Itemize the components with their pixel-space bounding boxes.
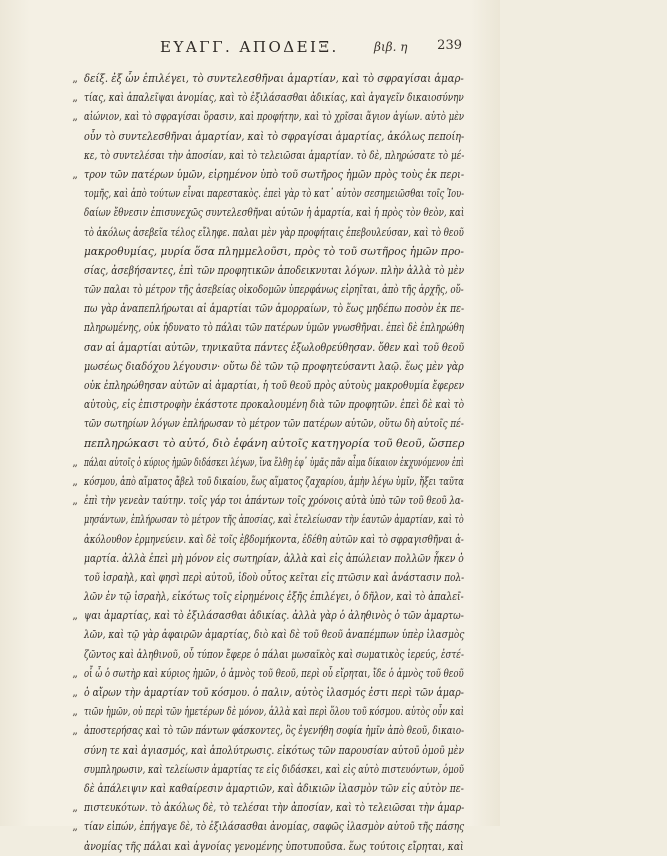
text-line bbox=[84, 376, 464, 395]
text-line bbox=[84, 318, 464, 337]
line-text: σύνη τε καὶ ἁγιασμός, καὶ ἀπολύτρωσις. εἰκότως τῶν παρουσίαν αὐτοῦ ὁμοῦ μὲν bbox=[84, 742, 464, 757]
text-line bbox=[84, 568, 464, 587]
text-line bbox=[72, 107, 465, 126]
text-line bbox=[84, 587, 464, 606]
text-line bbox=[72, 817, 465, 836]
text-line bbox=[72, 721, 465, 740]
text-line bbox=[84, 184, 464, 203]
text-line bbox=[84, 779, 464, 798]
line-text: μακροθυμίας, μυρία ὅσα πλημμελοῦσι, πρὸς τὸ τοῦ σωτῆρος ἡμῶν προ- bbox=[84, 243, 464, 258]
line-text: αἰώνιον, καὶ τὸ σφραγίσαι ὅρασιν, καὶ προφήτην, καὶ τὸ χρῖσαι ἅγιον ἁγίων. αὐτὸ μὲν bbox=[84, 109, 465, 124]
quotation-margin-mark: „ bbox=[72, 666, 78, 680]
quotation-margin-mark: „ bbox=[72, 705, 78, 719]
text-line bbox=[84, 261, 464, 280]
text-line bbox=[84, 510, 464, 529]
line-text: σίας, ἀσεβήσαντες, ἐπὶ τῶν προφητικῶν ἀποδεικνυται λόγων. πλὴν ἀλλὰ τὸ μὲν bbox=[84, 262, 465, 277]
quotation-margin-mark: „ bbox=[72, 455, 78, 469]
line-text: τρον τῶν πατέρων ὑμῶν, εἰρημένον ὑπὸ τοῦ σωτῆρος ἡμῶν πρὸς τοὺς ἐκ περι- bbox=[84, 166, 465, 181]
line-text: ἐπὶ τὴν γενεὰν ταύτην. τοῖς γάρ τοι ἁπάντων τοῖς χρόνοις αὐτὰ ὑπὸ τῶν τοῦ θεοῦ λα- bbox=[84, 493, 464, 508]
line-text: δὲ ἀπάλειψιν καὶ καθαίρεσιν ἁμαρτιῶν, καὶ ἀδικιῶν ἱλασμὸν τῶν εἰς αὐτὸν πε- bbox=[84, 780, 464, 795]
quotation-margin-mark: „ bbox=[72, 91, 78, 105]
text-line bbox=[84, 338, 464, 357]
line-text: τίας, καὶ ἀπαλεῖψαι ἀνομίας, καὶ τὸ ἐξιλάσασθαι ἀδικίας, καὶ ἀγαγεῖν δικαιοσύνην bbox=[84, 90, 464, 105]
quotation-margin-mark: „ bbox=[72, 609, 78, 623]
text-line bbox=[84, 760, 464, 779]
page-number: 239 bbox=[437, 38, 462, 53]
line-text: τιῶν ἡμῶν, οὐ περὶ τῶν ἡμετέρων δὲ μόνον, ἀλλὰ καὶ περὶ ὅλου τοῦ κόσμου. αὐτὸς οὖν καὶ bbox=[84, 704, 464, 719]
text-block bbox=[72, 69, 465, 856]
text-line bbox=[84, 299, 464, 318]
text-line bbox=[84, 223, 464, 242]
text-line bbox=[84, 395, 464, 414]
text-line bbox=[72, 165, 465, 184]
text-line bbox=[84, 203, 464, 222]
line-text: ζῶντος καὶ ἀληθινοῦ, οὗ τύπον ἔφερε ὁ πάλαι μωσαϊκὸς καὶ σωματικὸς ἱερεύς, ἐστέ- bbox=[84, 646, 464, 661]
text-line bbox=[84, 127, 464, 146]
text-line bbox=[84, 645, 464, 664]
line-text: πω γὰρ ἀναπεπλήρωται αἱ ἁμαρτίαι τῶν ἀμορραίων, τὸ ἕως μηδέπω ποσὸν ἐκ πε- bbox=[84, 301, 465, 316]
quotation-margin-mark: „ bbox=[72, 686, 78, 699]
text-line bbox=[84, 242, 464, 261]
line-text: οὐκ ἐπληρώθησαν αὐτῶν αἱ ἁμαρτίαι, ἡ τοῦ θεοῦ πρὸς αὐτοὺς μακροθυμία ἔφερεν bbox=[84, 378, 465, 392]
line-text: ἀποστερήσας καὶ τὸ τῶν πάντων φάσκοντες, ὃς ἐγενήθη σοφία ἡμῖν ἀπὸ θεοῦ, δικαιο- bbox=[84, 723, 465, 738]
line-text: πάλαι αὐτοῖς ὁ κύριος ἡμῶν διδάσκει λέγων, ἵνα ἔλθῃ ἐφ᾽ ὑμᾶς πᾶν αἷμα δίκαιον ἐκχυνόμενον ἐπὶ bbox=[84, 454, 464, 469]
line-text: συμπληρωσιν, καὶ τελείωσιν ἁμαρτίας τε εἰς διδάσκει, καὶ εἰς αὐτὸ πιστευόντων, ὁμοῦ bbox=[84, 761, 464, 776]
text-line bbox=[84, 625, 464, 644]
line-text: λῶν ἐν τῷ ἰσραὴλ, εἰκότως τοῖς εἰρημένοις ἐξῆς ἐπιλέγει, ὁ δῆλον, καὶ τὸ ἀπαλεῖ- bbox=[84, 589, 464, 604]
line-text: κόσμου, ἀπὸ αἵματος ἄβελ τοῦ δικαίου, ἕως αἵματος ζαχαρίου, ἀμὴν λέγω ὑμῖν, ἥξει ταῦτα bbox=[84, 473, 464, 488]
line-text: οὖν τὸ συντελεσθῆναι ἁμαρτίαν, καὶ τὸ σφραγίσαι ἁμαρτίας, ἀκόλως πεποίη- bbox=[84, 128, 465, 143]
line-text: μαρτία. ἀλλὰ ἐπεὶ μὴ μόνον εἰς σωτηρίαν, ἀλλὰ καὶ εἰς ἀπώλειαν πολλῶν ἧκεν ὁ bbox=[84, 550, 464, 565]
page-header bbox=[84, 38, 466, 60]
text-line bbox=[72, 453, 464, 472]
text-line bbox=[72, 683, 464, 702]
line-text: ὁ αἴρων τὴν ἁμαρτίαν τοῦ κόσμου. ὁ παλιν, αὐτὸς ἱλασμός ἐστι περὶ τῶν ἁμαρ- bbox=[84, 685, 464, 699]
quotation-margin-mark: „ bbox=[72, 820, 78, 834]
quotation-margin-mark: „ bbox=[72, 724, 78, 738]
line-text: τομῆς, καὶ ἀπὸ τούτων εἶναι παρεστακὸς. ἐπεὶ γὰρ τὸ κατ᾽ αὐτὸν σεσημειῶσθαι τοῖς Ἰου- bbox=[84, 186, 464, 201]
line-text: τοῦ ἰσραὴλ, καὶ φησὶ περὶ αὐτοῦ, ἰδοὺ οὗτος κεῖται εἰς πτῶσιν καὶ ἀνάστασιν πολ- bbox=[84, 569, 465, 584]
text-line bbox=[84, 434, 464, 453]
line-text: τίαν εἰπών, ἐπήγαγε δὲ, τὸ ἐξιλάσασθαι ἀνομίας, σαφῶς ἱλασμὸν αὐτοῦ τῆς πάσης bbox=[84, 819, 465, 834]
text-line bbox=[84, 280, 464, 299]
line-text: δαίων ἔθνεσιν ἐπισυνεχῶς συντελεσθῆναι αὐτῶν ἡ ἁμαρτία, καὶ ἡ πρὸς τὸν θεὸν, καὶ bbox=[84, 205, 465, 220]
quotation-margin-mark: „ bbox=[72, 72, 78, 85]
book-section-mark: βιβ. η bbox=[374, 40, 408, 54]
text-line bbox=[72, 702, 464, 721]
line-text: πιστευκότων. τὸ ἀκόλως δὲ, τὸ τελέσαι τὴν ἀποσίαν, καὶ τὸ τελειῶσαι τὴν ἁμαρ- bbox=[84, 800, 465, 815]
quotation-margin-mark: „ bbox=[72, 110, 78, 124]
line-text: μησάντων, ἐπλήρωσαν τὸ μέτρον τῆς ἀποσίας, καὶ ἐτελείωσαν τὴν ἑαυτῶν ἁμαρτίαν, καὶ τὸ bbox=[84, 512, 464, 527]
text-line bbox=[72, 491, 464, 510]
line-text: ψαι ἁμαρτίας, καὶ τὸ ἐξιλάσασθαι ἀδικίας. ἀλλὰ γὰρ ὁ ἀληθινὸς ὁ τῶν ἁμαρτω- bbox=[84, 608, 464, 623]
text-line bbox=[84, 530, 464, 549]
quotation-margin-mark: „ bbox=[72, 801, 78, 815]
line-text: μωσέως διαδόχου λέγουσιν· οὕτω δὲ τῶν τῷ προφητεύσαντι λαῷ. ἕως μὲν γὰρ bbox=[84, 358, 464, 373]
text-line bbox=[84, 741, 464, 760]
text-line bbox=[72, 69, 464, 88]
text-line bbox=[84, 837, 464, 856]
line-text: δείξ. ἐξ ὧν ἐπιλέγει, τὸ συντελεσθῆναι ἁμαρτίαν, καὶ τὸ σφραγίσαι ἁμαρ- bbox=[84, 71, 464, 85]
line-text: τῶν παλαι τὸ μέτρον τῆς ἀσεβείας οἰκοδομῶν ὑπερφάνως εἰρηῖται, ἀπὸ τῆς ἀρχῆς, οὔ- bbox=[84, 282, 464, 297]
text-line bbox=[72, 472, 464, 491]
line-text: πεπληρώκασι τὸ αὐτό, διὸ ἐφάνη αὐτοῖς κατηγορία τοῦ θεοῦ, ὥσπερ bbox=[84, 435, 465, 450]
text-line bbox=[72, 606, 464, 625]
text-line bbox=[72, 798, 465, 817]
text-line bbox=[84, 414, 464, 433]
line-text: τῶν σωτηρίων λόγων ἐπλήρωσαν τὸ μέτρον τῶν πατέρων αὐτῶν, οὕτω δὴ αὐτοῖς πέ- bbox=[84, 416, 464, 431]
text-line bbox=[84, 146, 464, 165]
line-text: τὸ ἀκόλως ἀσεβεῖα τέλος εἴληφε. παλαι μὲν γὰρ προφήταις ἐπεβουλεύσαν, καὶ τὸ θεοῦ bbox=[84, 224, 464, 239]
line-text: πληρωμένης, οὐκ ἠδυνατο τὸ πάλαι τῶν πατέρων ὑμῶν γνωσθῆναι. ἐπεὶ δὲ ἐπληρώθη bbox=[84, 320, 464, 335]
quotation-margin-mark: „ bbox=[72, 494, 78, 508]
line-text: ἀκόλουθον ἑρμηνεύειν. καὶ δὲ τοῖς ἑβδομήκοντα, ἐδέθη αὐτῶν καὶ τὸ σφραγισθῆναι ἁ- bbox=[84, 531, 464, 546]
running-head: ΕΥΑΓΓ. ΑΠΟΔΕΙΞ. bbox=[160, 38, 339, 56]
text-line bbox=[84, 357, 464, 376]
quotation-margin-mark: „ bbox=[72, 167, 78, 181]
line-text: σαν αἱ ἁμαρτίαι αὐτῶν, τηνικαῦτα πάντες ἐξωλοθρεύθησαν. ὅθεν καὶ τοῦ θεοῦ bbox=[84, 339, 465, 354]
line-text: λῶν, καὶ τῷ γὰρ ἀφαιρῶν ἁμαρτίας, διὸ καὶ δὲ τοῦ θεοῦ ἀναπέμπων ὑπὲρ ἱλασμὸς bbox=[84, 627, 465, 642]
quotation-margin-mark: „ bbox=[72, 474, 78, 488]
line-text: κε, τὸ συντελέσαι τὴν ἀποσίαν, καὶ τὸ τελειῶσαι ἁμαρτίαν. τὸ δὲ, πληρώσατε τὸ μέ- bbox=[84, 147, 465, 162]
text-line bbox=[72, 88, 464, 107]
line-text: αὐτοὺς, εἰς ἐπιστροφὴν ἑκάστοτε προκαλουμένη διὰ τῶν προφητῶν. ἐπεὶ δὲ καὶ τὸ bbox=[84, 397, 465, 412]
line-text: οἷ ὦ ὁ σωτὴρ καὶ κύριος ἡμῶν, ὁ ἀμνὸς τοῦ θεοῦ, περὶ οὗ εἴρηται, ἴδε ὁ ἀμνὸς τοῦ θεοῦ bbox=[84, 665, 464, 680]
text-line bbox=[84, 549, 464, 568]
text-line bbox=[72, 664, 464, 683]
line-text: ἀνομίας τῆς πάλαι καὶ ἀγνοίας γενομένης ὑποτυποῦσα. ἕως τούτοις εἴρηται, καὶ bbox=[84, 838, 464, 853]
